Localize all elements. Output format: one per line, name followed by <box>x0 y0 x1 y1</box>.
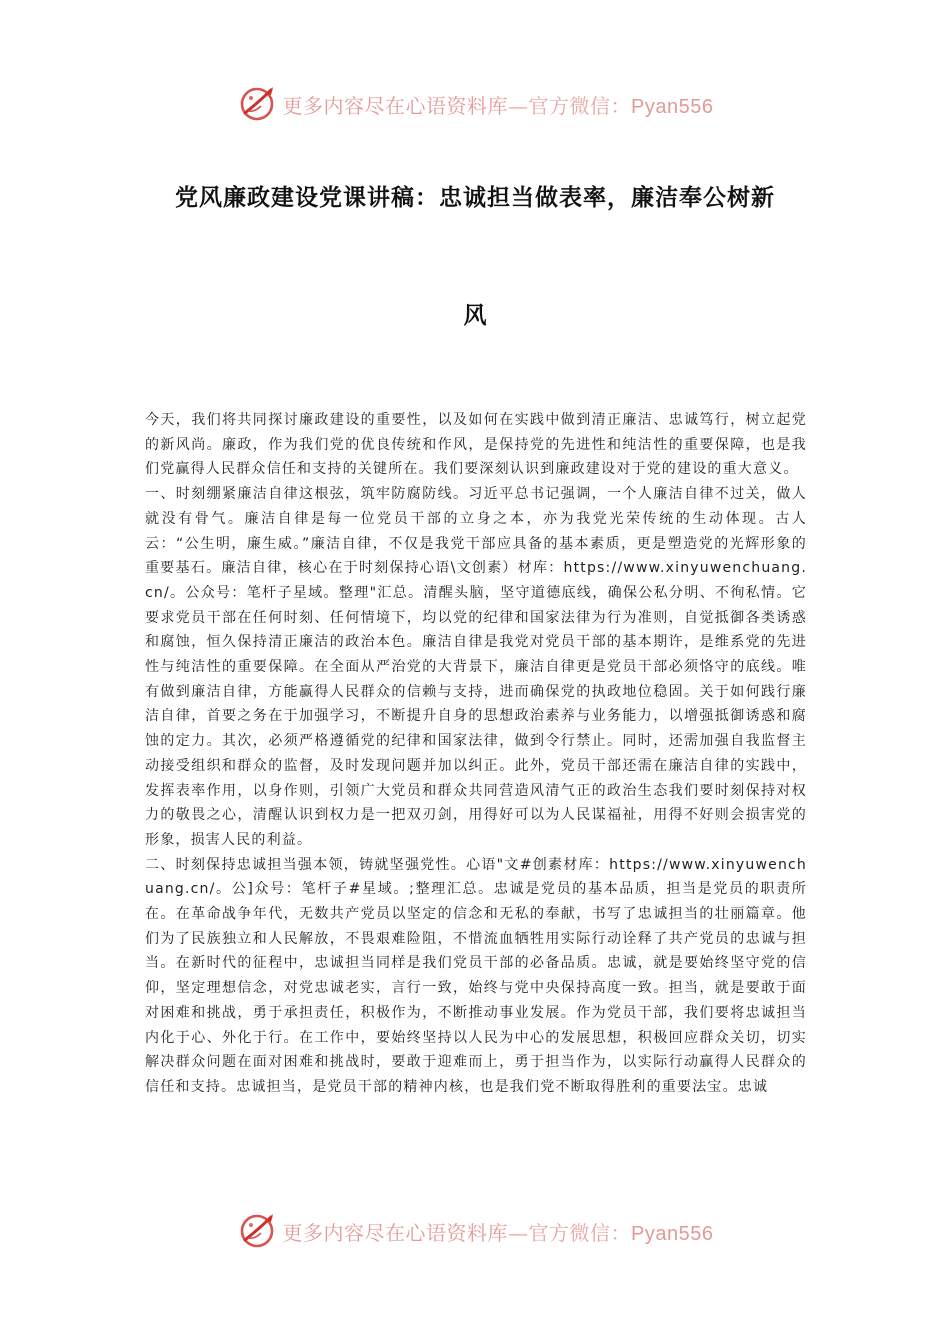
header-banner-wechat-id: Pyan556 <box>631 95 714 118</box>
footer-banner-text <box>283 1217 714 1246</box>
paragraph-section-2: 二、时刻保持忠诚担当强本领，铸就坚强党性。心语"文#创素材库：https://www.xinyuwenchuang.cn/。公]众号：笔杆子#星域。;整理汇总。忠诚是党员的基本品质，担当是党员的职责所在。在革命战争年代，无数共产党员以坚定的信念和无私的奉献，书写了忠诚担当的壮丽篇章。他们为了民族独立和人民解放，不畏艰难险阻，不惜流血牺牲用实际行动诠释了共产党员的忠诚与担当。在新时代的征程中，忠诚担当同样是我们党员干部的必备品质。忠诚，就是要始终坚守党的信仰，坚定理想信念，对党忠诚老实，言行一致，始终与党中央保持高度一致。担当，就是要敢于面对困难和挑战，勇于承担责任，积极作为，不断推动事业发展。作为党员干部，我们要将忠诚担当内化于心、外化于行。在工作中，要始终坚持以人民为中心的发展思想，积极回应群众关切，切实解决群众问题在面对困难和挑战时，要敢于迎难而上，勇于担当作为，以实际行动赢得人民群众的信任和支持。忠诚担当，是党员干部的精神内核，也是我们党不断取得胜利的重要法宝。忠诚 <box>145 856 807 1095</box>
header-banner-text <box>283 90 714 119</box>
document-title-line-1: 党风廉政建设党课讲稿：忠诚担当做表率，廉洁奉公树新 <box>175 185 775 211</box>
paragraph-section-1: 一、时刻绷紧廉洁自律这根弦，筑牢防腐防线。习近平总书记强调，一个人廉洁自律不过关，做人就没有骨气。廉洁自律是每一位党员干部的立身之本，亦为我党光荣传统的生动体现。古人云：“公生明，廉生威。”廉洁自律，不仅是我党干部应具备的基本素质，更是塑造党的光辉形象的重要基石。廉洁自律，核心在于时刻保持心语\文创素）材库：https://www.xinyuwenchuang.cn/。公众号：笔杆子星域。整理"汇总。清醒头脑，坚守道德底线，确保公私分明、不徇私情。它要求党员干部在任何时刻、任何情境下，均以党的纪律和国家法律为行为准则，自觉抵御各类诱惑和腐蚀，恒久保持清正廉洁的政治本色。廉洁自律是我党对党员干部的基本期许，是维系党的先进性与纯洁性的重要保障。在全面从严治党的大背景下，廉洁自律更是党员干部必须恪守的底线。唯有做到廉洁自律，方能赢得人民群众的信赖与支持，进而确保党的执政地位稳固。关于如何践行廉洁自律，首要之务在于加强学习，不断提升自身的思想政治素养与业务能力，以增强抵御诱惑和腐蚀的定力。其次，必须严格遵循党的纪律和国家法律，做到令行禁止。同时，还需加强自我监督主动接受组织和群众的监督，及时发现问题并加以纠正。此外，党员干部还需在廉洁自律的实践中，发挥表率作用，以身作则，引领广大党员和群众共同营造风清气正的政治生态我们要时刻保持对权力的敬畏之心，清醒认识到权力是一把双刃剑，用得好可以为人民谋福祉，用得不好则会损害党的形象，损害人民的利益。 <box>145 486 807 848</box>
footer-banner-main: 更多内容尽在心语资料库 <box>282 1220 509 1245</box>
document-title-line-2: 风 <box>463 303 487 329</box>
footer-banner-label: 官方微信： <box>528 1220 632 1245</box>
footer-banner-wechat-id: Pyan556 <box>631 1222 714 1245</box>
document-body <box>145 408 807 1100</box>
footer-banner-dash: — <box>508 1220 529 1245</box>
header-banner <box>0 80 950 128</box>
header-banner-dash: — <box>508 93 529 118</box>
pen-circle-logo-icon <box>237 84 277 124</box>
paragraph-intro: 今天，我们将共同探讨廉政建设的重要性，以及如何在实践中做到清正廉洁、忠诚笃行，树立起党的新风尚。廉政，作为我们党的优良传统和作风，是保持党的先进性和纯洁性的重要保障，也是我们党赢得人民群众信任和支持的关键所在。我们要深刻认识到廉政建设对于党的建设的重大意义。 <box>145 412 807 478</box>
header-banner-label: 官方微信： <box>528 93 632 118</box>
pen-circle-logo-icon <box>237 1211 277 1251</box>
header-banner-main: 更多内容尽在心语资料库 <box>282 93 509 118</box>
footer-banner <box>0 1207 950 1255</box>
